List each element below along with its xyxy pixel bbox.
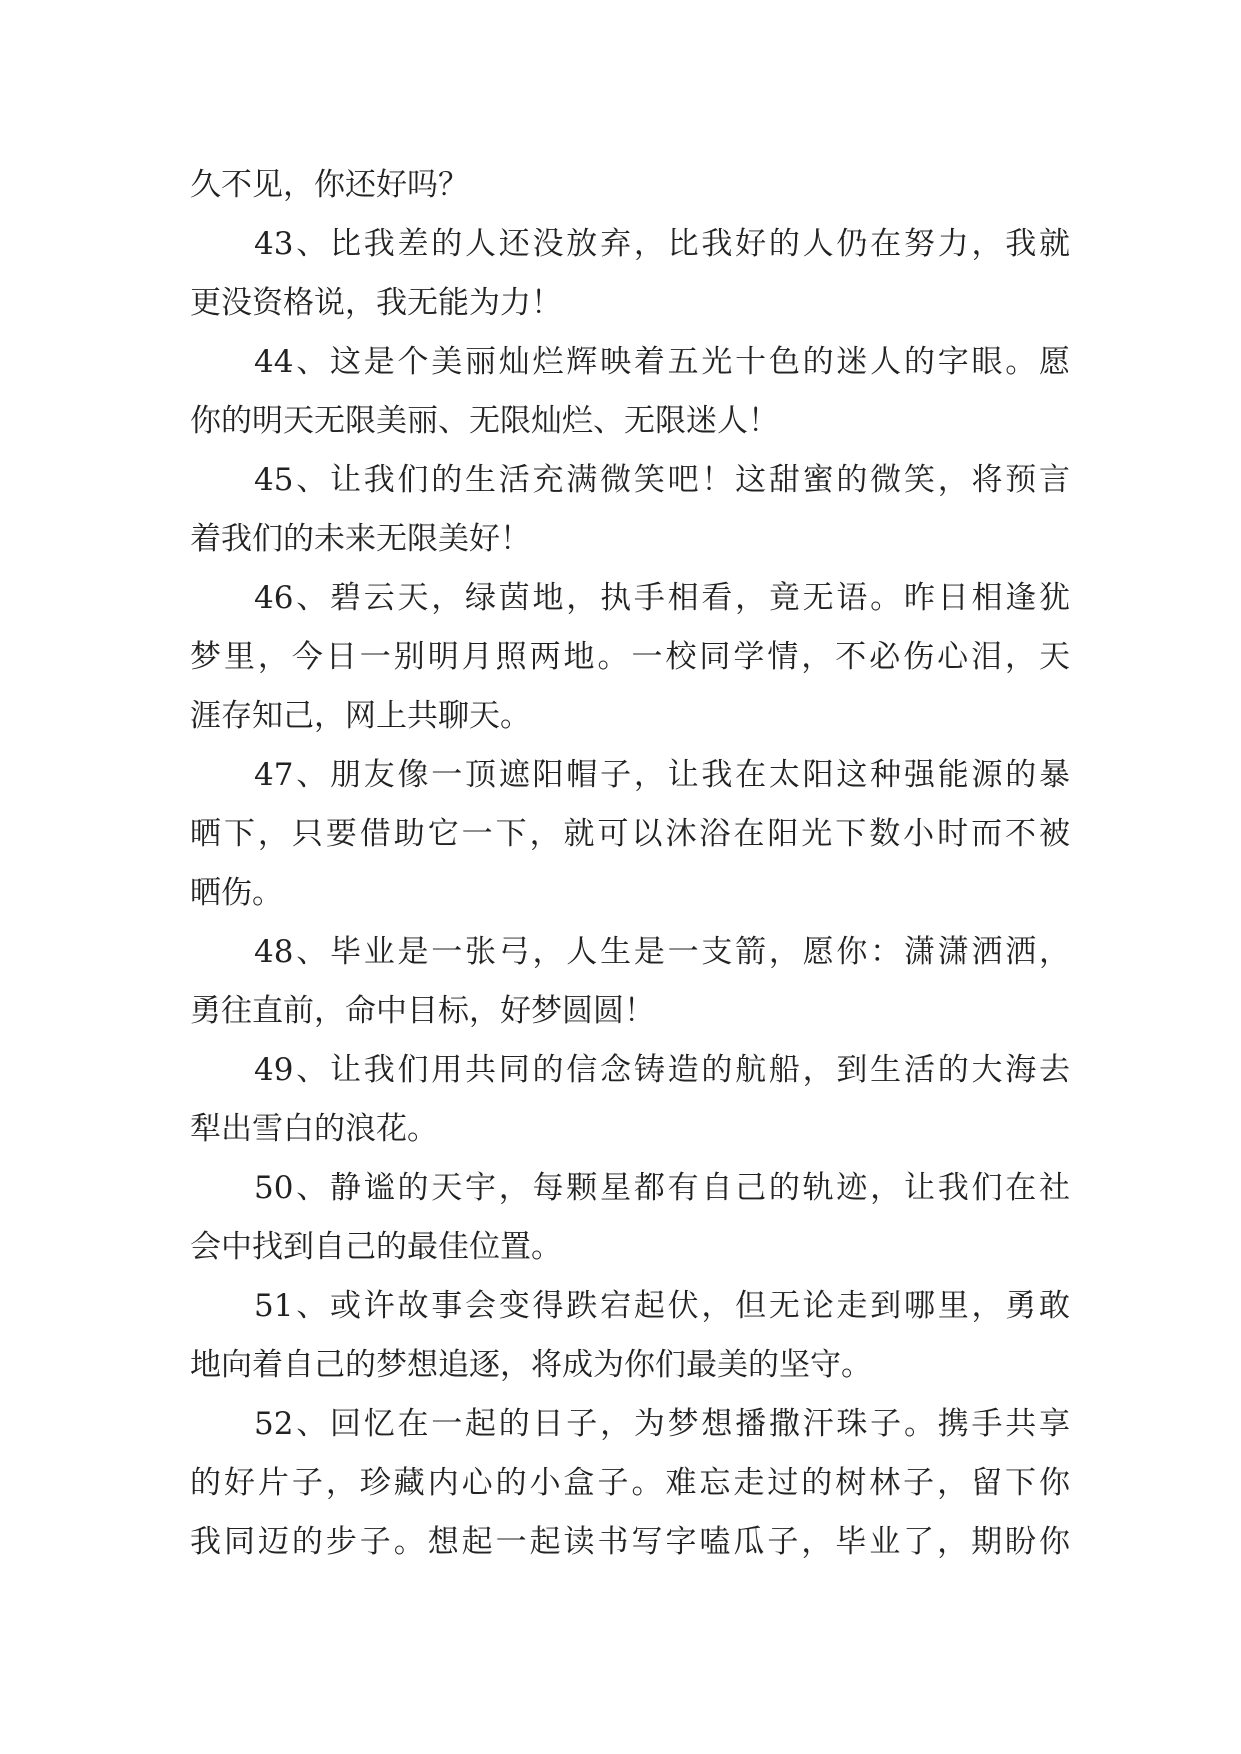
text-line: 46、碧云天，绿茵地，执手相看，竟无语。昨日相逢犹 [254, 580, 1070, 616]
text-line: 着我们的未来无限美好！ [190, 521, 531, 557]
text-line: 44、这是个美丽灿烂辉映着五光十色的迷人的字眼。愿 [254, 344, 1070, 380]
text-line: 你的明天无限美丽、无限灿烂、无限迷人！ [190, 403, 779, 439]
text-line: 48、毕业是一张弓，人生是一支箭，愿你：潇潇洒洒， [254, 934, 1070, 970]
text-line: 50、静谧的天宇，每颗星都有自己的轨迹，让我们在社 [254, 1170, 1070, 1206]
text-line: 的好片子，珍藏内心的小盒子。难忘走过的树林子，留下你 [190, 1465, 1070, 1501]
text-line: 会中找到自己的最佳位置。 [190, 1229, 562, 1265]
text-line: 涯存知己，网上共聊天。 [190, 698, 531, 734]
text-line: 勇往直前，命中目标，好梦圆圆！ [190, 993, 655, 1029]
text-line: 52、回忆在一起的日子，为梦想播撒汗珠子。携手共享 [254, 1406, 1070, 1442]
text-line: 43、比我差的人还没放弃，比我好的人仍在努力，我就 [254, 226, 1070, 262]
text-line: 45、让我们的生活充满微笑吧！这甜蜜的微笑，将预言 [254, 462, 1070, 498]
text-line: 47、朋友像一顶遮阳帽子，让我在太阳这种强能源的暴 [254, 757, 1070, 793]
text-line: 犁出雪白的浪花。 [190, 1111, 438, 1147]
text-line: 晒伤。 [190, 875, 283, 911]
text-line: 久不见，你还好吗？ [190, 167, 469, 203]
text-line: 我同迈的步子。想起一起读书写字嗑瓜子，毕业了，期盼你 [190, 1524, 1070, 1560]
text-line: 晒下，只要借助它一下，就可以沐浴在阳光下数小时而不被 [190, 816, 1070, 852]
text-line: 梦里，今日一别明月照两地。一校同学情，不必伤心泪，天 [190, 639, 1070, 675]
text-line: 地向着自己的梦想追逐，将成为你们最美的坚守。 [190, 1347, 872, 1383]
text-line: 51、或许故事会变得跌宕起伏，但无论走到哪里，勇敢 [254, 1288, 1070, 1324]
text-line: 49、让我们用共同的信念铸造的航船，到生活的大海去 [254, 1052, 1070, 1088]
text-line: 更没资格说，我无能为力！ [190, 285, 562, 321]
